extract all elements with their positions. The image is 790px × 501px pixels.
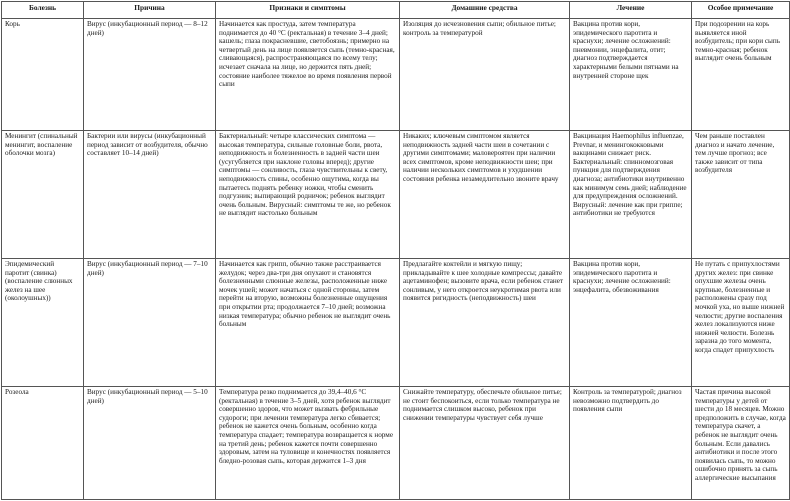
cell-home-remedies: Никаких; ключевым симптомом является неподвижность задней части шеи в сочетании с другими симптомами; маловероятен при наличии всех симптомов, кроме неподвижности шеи; при наличии нескольких симптомов и ухудшении состояния ребенка незамедлительно звоните врачу	[400, 131, 570, 259]
header-treatment: Лечение	[570, 2, 692, 19]
cell-cause: Бактерии или вирусы (инкубационный период зависит от возбудителя, обычно составляет 10–14 дней)	[84, 131, 216, 259]
cell-symptoms: Начинается как грипп, обычно также расстраивается желудок; через два-три дня опухают и становятся болезненными слюнные железы, расположенные ниже мочек ушей; может начаться с одной стороны, затем перейти на вторую, возможны болезненные ощущения при открытии рта; продолжается 7–10 дней; возможна низкая температура; обычно ребенок не выглядит очень больным	[216, 259, 400, 387]
header-disease: Болезнь	[2, 2, 84, 19]
cell-treatment: Вакцина против кори, эпидемического паротита и краснухи; лечение осложнений: пневмонии, энцефалита, отит; диагноз подтверждается характерными белыми пятнами на внутренней стороне щек	[570, 19, 692, 131]
header-home-remedies: Домашние средства	[400, 2, 570, 19]
header-symptoms: Признаки и симптомы	[216, 2, 400, 19]
cell-special-note: Частая причина высокой температуры у детей от шести до 18 месяцев. Можно предположить в случае, когда температура скачет, а ребенок не выглядит очень больным. Если давались антибиотики и после этого появилась сыпь, то можно ошибочно принять за сыпь аллергические высыпания	[692, 387, 790, 500]
table-header-row	[2, 2, 790, 19]
cell-special-note: При подозрении на корь выявляется иной возбудитель; при кори сыпь темно-красная; ребенок выглядит очень больным	[692, 19, 790, 131]
cell-cause: Вирус (инкубационный период — 7–10 дней)	[84, 259, 216, 387]
cell-treatment: Вакцина против кори, эпидемического паротита и краснухи; лечение осложнений: энцефалита, обезвоживания	[570, 259, 692, 387]
header-cause: Причина	[84, 2, 216, 19]
cell-symptoms: Температура резко поднимается до 39,4–40,6 °С (ректальная) в течение 3–5 дней, хотя ребенок выглядит совершенно здоров, что может вызвать фебрильные судороги; при лечении температура легко сбивается; ребенок не кажется очень больным, особенно когда температура спадает; температура возвращается к норме на третий день; ребенок кажется почти совершенно здоровым, затем на туловище и конечностях появляется бледно-розовая сыпь, которая держится 1–3 дня	[216, 387, 400, 500]
header-special-note: Особое примечание	[692, 2, 790, 19]
cell-symptoms: Начинается как простуда, затем температура поднимается до 40 °С (ректальная) в течение 3–4 дней; кашель; глаза покрасневшие, светобоязнь; примерно на четвертый день на лице появляется сыпь (темно-красная, сливающаяся), распространяющаяся по всему телу; исчезает сначала на лице, но держится пять дней; состояние наиболее тяжелое во время появления первой сыпи	[216, 19, 400, 131]
cell-treatment: Вакцинация Haemophilus influenzae, Prevnar, и менингококковыми вакцинами снижает риск. Бактериальный: спинномозговая пункция для подтверждения диагноза; антибиотики внутривенно как минимум семь дней; наблюдение для предупреждения осложнений. Вирусный: лечение как при гриппе; антибиотики не требуются	[570, 131, 692, 259]
cell-special-note: Не путать с припухлостями других желез: при свинке опухшие железы очень крупные, болезненные и расположены сразу под мочкой уха, но выше нижней челюсти; другие воспаления желез локализуются ниже нижней челюсти. Болезнь заразна до того момента, когда спадет припухлость	[692, 259, 790, 387]
cell-home-remedies: Снижайте температуру, обеспечьте обильное питье; не стоит беспокоиться, если только температура не поднимается слишком высоко, ребенок при снижении температуры чувствует себя лучше	[400, 387, 570, 500]
cell-cause: Вирус (инкубационный период — 5–10 дней)	[84, 387, 216, 500]
cell-special-note: Чем раньше поставлен диагноз и начато лечение, тем лучше прогноз; все также зависит от типа возбудителя	[692, 131, 790, 259]
disease-table	[1, 1, 790, 500]
table-row	[2, 131, 790, 259]
cell-treatment: Контроль за температурой; диагноз невозможно подтвердить до появления сыпи	[570, 387, 692, 500]
cell-symptoms: Бактериальный: четыре классических симптома — высокая температура, сильные головные боли, рвота, неподвижность и болезненность в задней части шеи (усугубляется при наклоне головы вперед); другие симптомы — сонливость, глаза чувствительны к свету, неподвижность спины, особенно ощутима, когда вы пытаетесь поднять ребенку ножки, чтобы сменить подгузник; выпирающий родничок; ребенок выглядит очень больным. Вирусный: симптомы те же, но ребенок не выглядит настолько больным	[216, 131, 400, 259]
table-row	[2, 19, 790, 131]
table-row	[2, 387, 790, 500]
cell-disease: Эпидемический паротит (свинка) (воспаление слюнных желез на шее (околоушных))	[2, 259, 84, 387]
cell-disease: Корь	[2, 19, 84, 131]
cell-disease: Розеола	[2, 387, 84, 500]
cell-cause: Вирус (инкубационный период — 8–12 дней)	[84, 19, 216, 131]
table-row	[2, 259, 790, 387]
cell-home-remedies: Предлагайте коктейли и мягкую пищу; прикладывайте к шее холодные компрессы; давайте ацетаминофен; вызовите врача, если ребенок станет сонливым, у него откроется неукротимая рвота или появится ригидность (неподвижность) шеи	[400, 259, 570, 387]
cell-disease: Менингит (спинальный менингит, воспаление оболочки мозга)	[2, 131, 84, 259]
cell-home-remedies: Изоляция до исчезновения сыпи; обильное питье; контроль за температурой	[400, 19, 570, 131]
